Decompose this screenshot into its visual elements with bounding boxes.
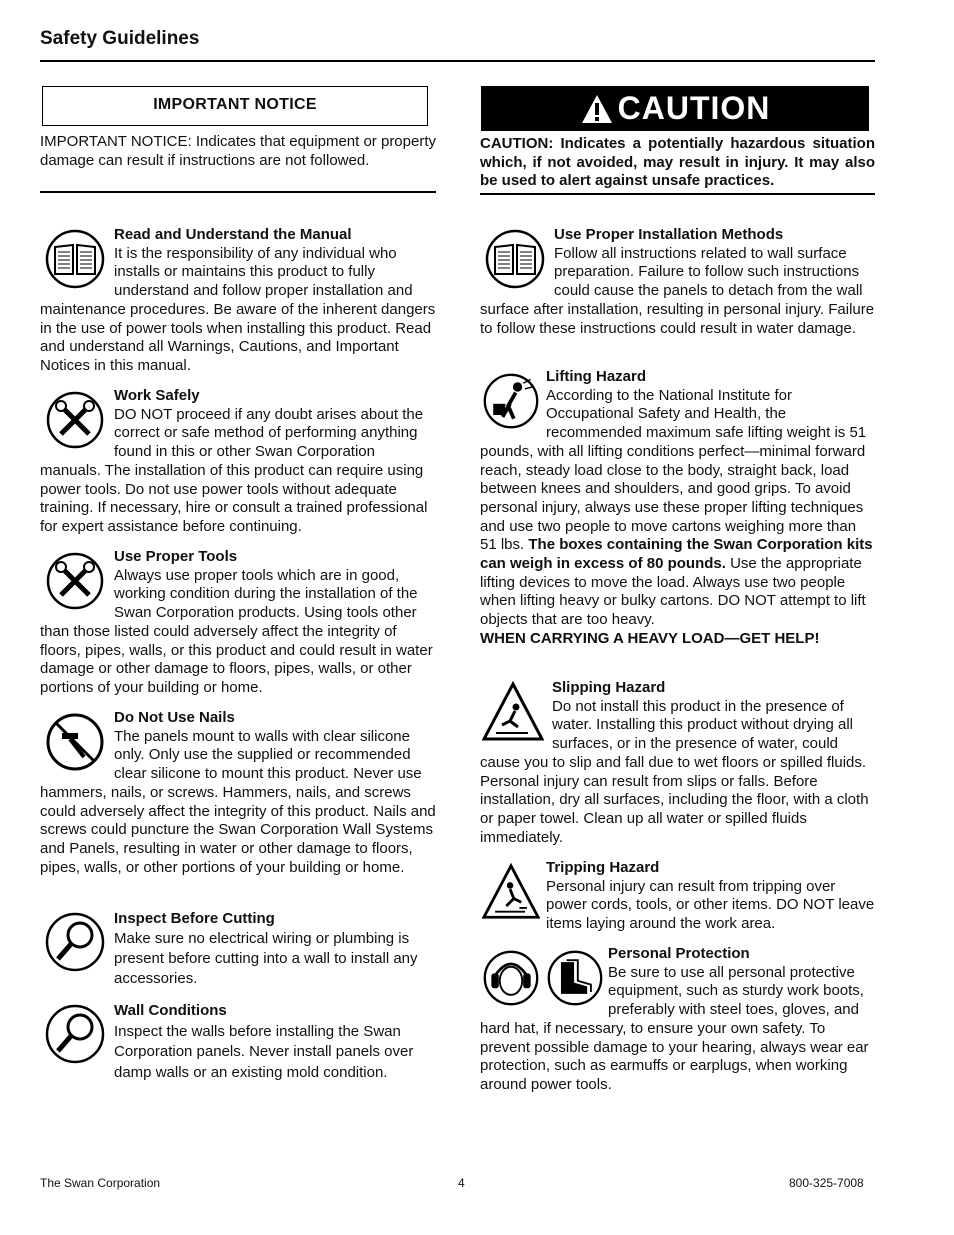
caution-banner	[481, 86, 869, 131]
section-read-manual	[40, 226, 436, 376]
section-heading: Wall Conditions	[114, 1002, 227, 1019]
section-installation-methods	[480, 226, 875, 338]
section-tripping-hazard	[480, 859, 875, 934]
section-body: Be sure to use all personal protective equipment, such as sturdy work boots, preferably with steel toes, gloves, and hard hat, if necessary, to ensure your own safety. To prevent possible damage to your hearing, always wear ear protection, such as earmuffs or earplugs, when working around power tools.	[480, 963, 869, 1093]
section-heading: Work Safely	[114, 387, 200, 404]
manual-book-icon	[44, 228, 106, 290]
section-body-bold: The boxes containing the Swan Corporation kits can weigh in excess of 80 pounds.	[480, 536, 873, 573]
footer-phone: 800-325-7008	[789, 1176, 864, 1190]
section-inspect-cutting	[40, 909, 436, 989]
ear-protection-icon	[482, 947, 540, 1009]
section-body: The panels mount to walls with clear silicone only. Only use the supplied or recommended clear silicone to mount this product. Never use hammers, nails, or screws. Hammers, nails, and screws could adversely affect the integrity of this product. Nails and screws could puncture the Swan Corporation Wall Systems and Panels, resulting in water or other damage to floors, pipes, walls, or other portions of your building or home.	[40, 727, 436, 876]
magnifier-icon	[44, 1003, 106, 1065]
caution-label: CAUTION	[617, 90, 771, 126]
warning-triangle-icon	[580, 93, 614, 125]
section-body: Always use proper tools which are in good, working condition during the installation of the Swan Corporation products. Using tools other than those listed could adversely affect the integrity of floors, pipes, walls, or this product and could result in water damage or other damage to floors, pipes, walls, or other portions of your building or home.	[40, 566, 433, 696]
no-hammer-icon	[44, 711, 106, 773]
title-divider	[40, 60, 875, 62]
section-body: Inspect the walls before installing the Swan Corporation panels. Never install panels over damp walls or an existing mold condition.	[114, 1022, 414, 1081]
section-heading: Slipping Hazard	[552, 679, 666, 696]
section-body: According to the National Institute for Occupational Safety and Health, the recommended maximum safe lifting weight is 51 pounds, with all lifting conditions perfect—minimal forward reach, steady load close to the body, straight back, load between knees and shoulders, and good grips. To avoid personal injury, always use these proper lifting techniques and use two people to move cartons weighing more than 51 lbs.	[480, 386, 867, 554]
notice-divider	[40, 191, 436, 193]
section-heading: Read and Understand the Manual	[114, 226, 352, 243]
important-notice-heading: IMPORTANT NOTICE	[42, 86, 428, 126]
section-work-safely	[40, 387, 436, 537]
section-heading: Inspect Before Cutting	[114, 910, 275, 927]
section-heading: Lifting Hazard	[546, 368, 646, 385]
section-heading: Do Not Use Nails	[114, 709, 235, 726]
section-body: DO NOT proceed if any doubt arises about the correct or safe method of performing anything found in this or other Swan Corporation manuals. The installation of this product can require using power tools. Do not use power tools without adequate training. If necessary, hire or consult a trained professional for expert assistance before continuing.	[40, 405, 428, 535]
section-body: Follow all instructions related to wall surface preparation. Failure to follow such instructions could cause the panels to detach from the wall surface after installation, resulting in personal injury. Failure to follow these instructions could result in water damage.	[480, 244, 875, 337]
safety-boots-icon	[546, 947, 604, 1009]
lifting-person-icon	[482, 370, 540, 432]
section-body: It is the responsibility of any individual who installs or maintains this product to fully understand and follow proper installation and maintenance procedures. Be aware of the inherent dangers in the use of power tools when installing this product. Read and understand all Warnings, Cautions, and Important Notices in this manual.	[40, 244, 436, 374]
section-body: Make sure no electrical wiring or plumbing is present before cutting into a wall to install any accessories.	[114, 930, 418, 987]
important-notice-text: IMPORTANT NOTICE: Indicates that equipment or property damage can result if instructions are not followed.	[40, 133, 436, 169]
section-personal-protection	[480, 945, 875, 1095]
section-heading: Tripping Hazard	[546, 859, 660, 876]
trip-warning-icon	[482, 861, 540, 923]
manual-book-icon	[484, 228, 546, 290]
section-heading: Use Proper Tools	[114, 548, 238, 565]
slip-warning-icon	[482, 681, 544, 743]
section-slipping-hazard	[480, 679, 875, 847]
page-title: Safety Guidelines	[40, 28, 200, 49]
section-body: Use the appropriate lifting devices to move the load. Always use two people when lifting heavy or bulky cartons. DO NOT attempt to lift objects that are too heavy.	[480, 555, 866, 629]
tools-icon	[44, 550, 106, 612]
section-no-nails	[40, 709, 436, 877]
section-body: Personal injury can result from tripping over power cords, tools, or other items. DO NOT leave items laying around the work area.	[546, 877, 875, 933]
footer-page-number: 4	[458, 1176, 465, 1190]
tools-icon	[44, 389, 106, 451]
section-heading: Personal Protection	[608, 945, 750, 962]
section-heading: Use Proper Installation Methods	[554, 226, 784, 243]
magnifier-icon	[44, 911, 106, 973]
caution-text: CAUTION: Indicates a potentially hazardous situation which, if not avoided, may result in injury. It may also be used to alert against unsafe practices.	[480, 135, 875, 190]
caution-divider	[480, 193, 875, 195]
section-proper-tools	[40, 548, 436, 698]
section-wall-conditions	[40, 1001, 436, 1083]
footer-company: The Swan Corporation	[40, 1176, 161, 1190]
heavy-load-warning: WHEN CARRYING A HEAVY LOAD—GET HELP!	[480, 629, 820, 647]
section-body: Do not install this product in the presence of water. Installing this product without drying all surfaces, or in the presence of water, could cause you to slip and fall due to wet floors or spilled fluids. Personal injury can result from slips or falls. Before installation, dry all surfaces, including the floor, with a cloth or paper towel. Clean up all water or spilled fluids immediately.	[480, 697, 869, 846]
section-lifting-hazard	[480, 368, 875, 649]
